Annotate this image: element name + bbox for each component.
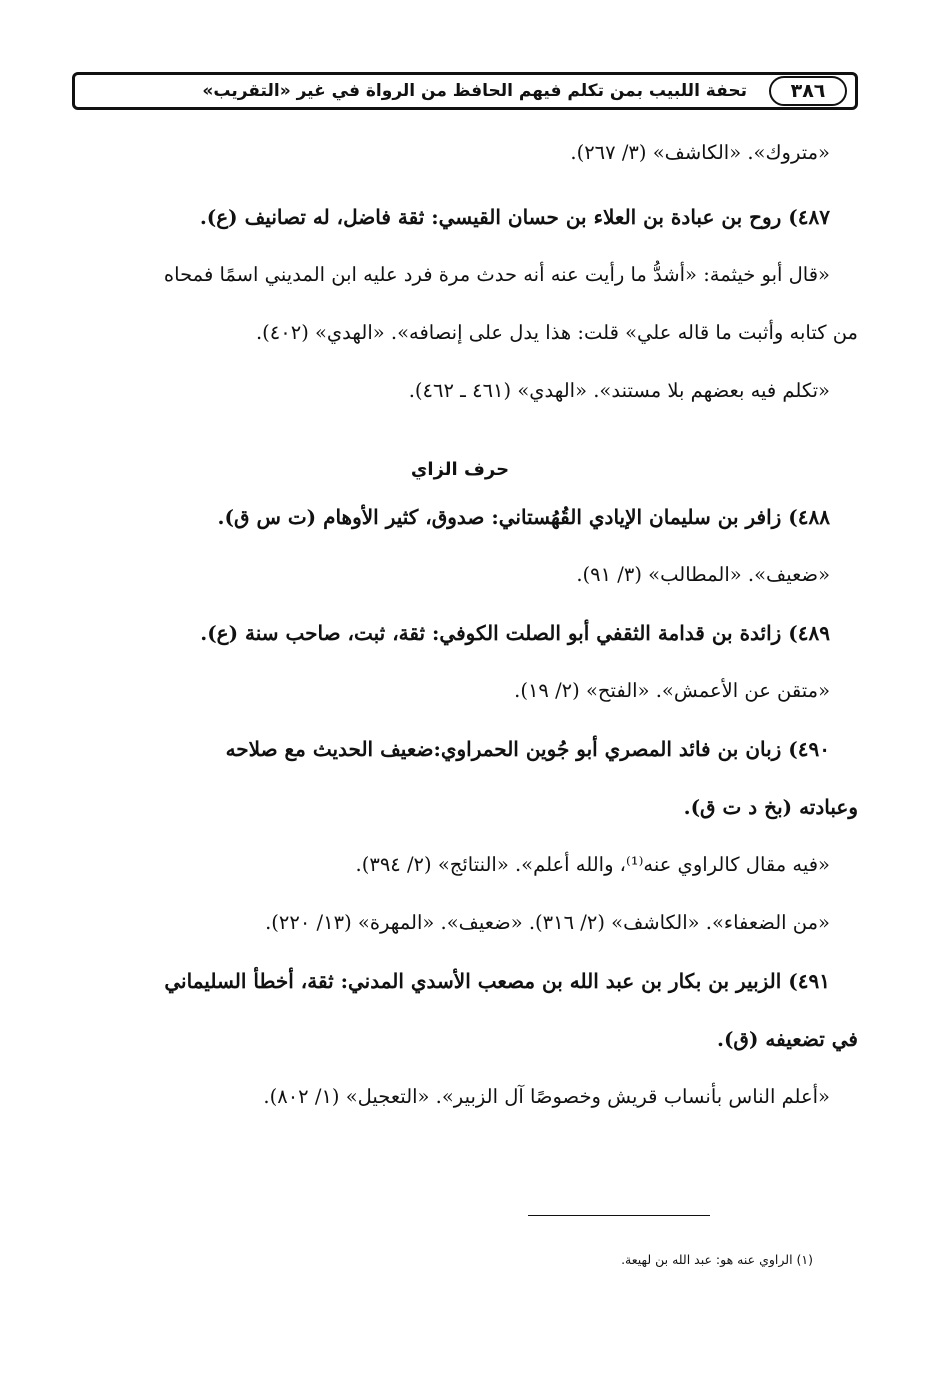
- text-line: في تضعيفه (ق).: [717, 1027, 858, 1051]
- entry-487: ٤٨٧) روح بن عبادة بن العلاء بن حسان القيسي: ثقة فاضل، له تصانيف (ع).: [199, 205, 830, 229]
- text-line: «متقن عن الأعمش». «الفتح» (٢/ ١٩).: [514, 679, 830, 702]
- body-text: [62, 140, 858, 1142]
- section-heading: حرف الزاي: [410, 459, 510, 480]
- text-line: من كتابه وأثبت ما قاله علي» قلت: هذا يدل على إنصافه». «الهدي» (٤٠٢).: [255, 321, 858, 344]
- text-line: «متروك». «الكاشف» (٣/ ٢٦٧).: [570, 141, 830, 164]
- text-line: وعبادته (بخ د ت ق).: [683, 795, 858, 819]
- text-line: «أعلم الناس بأنساب قريش وخصوصًا آل الزبير». «التعجيل» (١/ ٨٠٢).: [263, 1085, 830, 1108]
- entry-490: ٤٩٠) زبان بن فائد المصري أبو جُوين الحمراوي:ضعيف الحديث مع صلاحه: [225, 737, 830, 761]
- text-line: «فيه مقال كالراوي عنه⁽¹⁾، والله أعلم». «النتائج» (٢/ ٣٩٤).: [355, 853, 830, 876]
- footnote-divider: [528, 1215, 710, 1216]
- footnote: (١) الراوي عنه هو: عبد الله بن لهيعة.: [621, 1252, 813, 1267]
- text-line: «ضعيف». «المطالب» (٣/ ٩١).: [576, 563, 830, 586]
- text-line: «قال أبو خيثمة: «أشدُّ ما رأيت عنه أنه حدث مرة فرد عليه ابن المديني اسمًا فمحاه: [163, 263, 830, 286]
- text-line: «تكلم فيه بعضهم بلا مستند». «الهدي» (٤٦١ ـ ٤٦٢).: [408, 379, 830, 402]
- page-number: ٣٨٦: [769, 76, 847, 106]
- running-title: تحفة اللبيب بمن تكلم فيهم الحافظ من الرواة في غير «التقريب»: [202, 81, 747, 101]
- entry-491: ٤٩١) الزبير بن بكار بن عبد الله بن مصعب الأسدي المدني: ثقة، أخطأ السليماني: [164, 969, 830, 993]
- page-header: [72, 72, 858, 110]
- text-line: «من الضعفاء». «الكاشف» (٢/ ٣١٦). «ضعيف». «المهرة» (١٣/ ٢٢٠).: [265, 911, 830, 934]
- entry-489: ٤٨٩) زائدة بن قدامة الثقفي أبو الصلت الكوفي: ثقة، ثبت، صاحب سنة (ع).: [200, 621, 830, 645]
- entry-488: ٤٨٨) زافر بن سليمان الإيادي القُهُستاني: صدوق، كثير الأوهام (ت س ق).: [217, 505, 830, 529]
